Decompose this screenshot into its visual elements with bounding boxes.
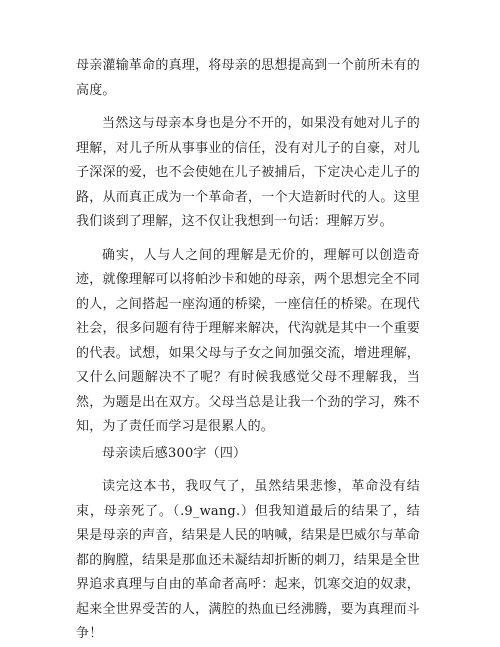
paragraph-3: 确实，人与人之间的理解是无价的，理解可以创造奇迹，就像理解可以将帕沙卡和她的母亲，两个思想完全不同的人，之间搭起一座沟通的桥梁，一座信任的桥梁。在现代社会，很多问题有待于理解来解决，代沟就是其中一个重要的代表。试想，如果父母与子女之间加强交流，增进理解，又什么问题解决不了呢？有时候我感觉父母不理解我，当然，为题是出在双方。父母当总是让我一个劲的学习，殊不知，为了责任而学习是很累人的。 xyxy=(76,247,420,434)
paragraph-2: 当然这与母亲本身也是分不开的，如果没有她对儿子的理解，对儿子所从事事业的信任，没有对儿子的自豪，对儿子深深的爱，也不会使她在儿子被捕后，下定决心走儿子的路，从而真正成为一个革命者，一个大造新时代的人。这里我们谈到了理解，这不仅让我想到一句话：理解万岁。 xyxy=(76,116,420,229)
section-subtitle: 母亲读后感300字（四） xyxy=(102,445,247,461)
paragraph-5: 读完这本书，我叹气了，虽然结果悲惨，革命没有结束，母亲死了。（.9_wang.）但我知道最后的结果了，结果是母亲的声音，结果是人民的呐喊，结果是巴威尔与革命都的胸膛，结果是那血还未凝结却折断的刺刀，结果是全世界追求真理与自由的革命者高呼：起来，饥寒交迫的奴隶，起来全世界受苦的人，满腔的热血已经沸腾，要为真理而斗争！ xyxy=(76,479,420,641)
document-body xyxy=(76,54,420,647)
paragraph-1: 母亲灌输革命的真理，将母亲的思想提高到一个前所未有的高度。 xyxy=(76,58,420,98)
